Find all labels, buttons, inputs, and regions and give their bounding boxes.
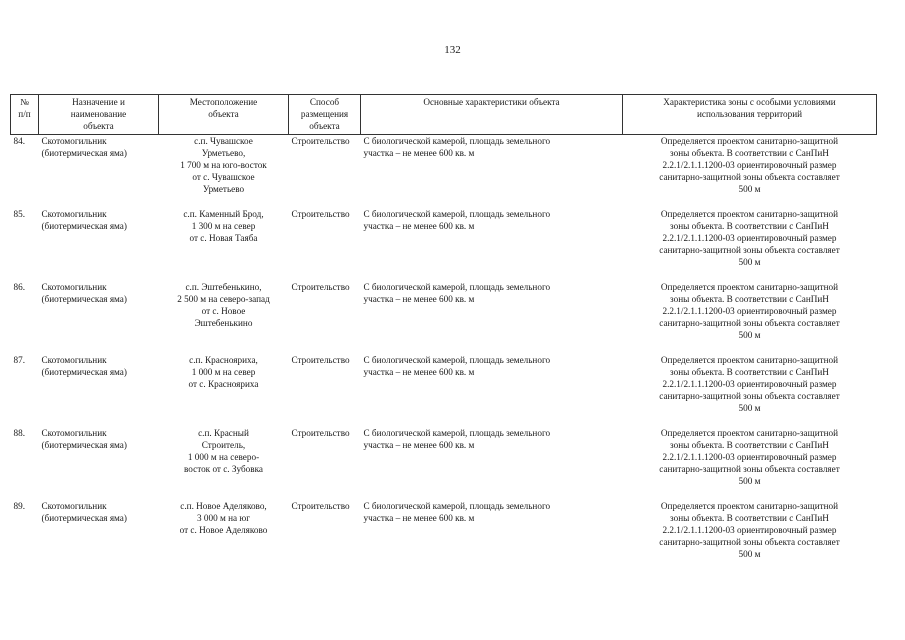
cell-num: 88. bbox=[13, 427, 25, 438]
cell-name: Скотомогильник (биотермическая яма) bbox=[41, 500, 127, 523]
table-row bbox=[11, 135, 877, 208]
table-row bbox=[11, 427, 877, 500]
cell-characteristics: С биологической камерой, площадь земельного участка – не менее 600 кв. м bbox=[363, 427, 551, 450]
cell-num: 86. bbox=[13, 281, 25, 292]
cell-zone: Определяется проектом санитарно-защитной зоны объекта. В соответствии с СанПиН 2.2.1/2.1.1.1200-03 ориентировочный размер санитарно-защитной зоны объекта составляет 500 м bbox=[659, 427, 840, 486]
cell-zone: Определяется проектом санитарно-защитной зоны объекта. В соответствии с СанПиН 2.2.1/2.1.1.1200-03 ориентировочный размер санитарно-защитной зоны объекта составляет 500 м bbox=[659, 281, 840, 340]
table-row bbox=[11, 500, 877, 578]
cell-zone: Определяется проектом санитарно-защитной зоны объекта. В соответствии с СанПиН 2.2.1/2.1.1.1200-03 ориентировочный размер санитарно-защитной зоны объекта составляет 500 м bbox=[659, 208, 840, 267]
cell-characteristics: С биологической камерой, площадь земельного участка – не менее 600 кв. м bbox=[363, 354, 551, 377]
header-location: Местоположение объекта bbox=[159, 95, 289, 135]
table-row bbox=[11, 354, 877, 427]
header-characteristics: Основные характеристики объекта bbox=[361, 95, 623, 135]
cell-num: 84. bbox=[13, 136, 25, 146]
cell-method: Строительство bbox=[291, 354, 350, 365]
cell-method: Строительство bbox=[291, 427, 350, 438]
cell-num: 85. bbox=[13, 208, 25, 219]
cell-name: Скотомогильник (биотермическая яма) bbox=[41, 136, 127, 158]
cell-num: 87. bbox=[13, 354, 25, 365]
cell-name: Скотомогильник (биотермическая яма) bbox=[41, 281, 127, 304]
cell-method: Строительство bbox=[291, 136, 350, 146]
cell-name: Скотомогильник (биотермическая яма) bbox=[41, 354, 127, 377]
table-row bbox=[11, 281, 877, 354]
table-row bbox=[11, 208, 877, 281]
header-num: № п/п bbox=[11, 95, 39, 135]
cell-method: Строительство bbox=[291, 281, 350, 292]
header-zone: Характеристика зоны с особыми условиями использования территорий bbox=[623, 95, 877, 135]
objects-table bbox=[10, 94, 877, 578]
cell-location: с.п. Каменный Брод, 1 300 м на север от с. Новая Таяба bbox=[183, 208, 264, 243]
header-name: Назначение и наименование объекта bbox=[39, 95, 159, 135]
cell-characteristics: С биологической камерой, площадь земельного участка – не менее 600 кв. м bbox=[363, 500, 551, 523]
cell-zone: Определяется проектом санитарно-защитной зоны объекта. В соответствии с СанПиН 2.2.1/2.1.1.1200-03 ориентировочный размер санитарно-защитной зоны объекта составляет 500 м bbox=[659, 354, 840, 413]
cell-method: Строительство bbox=[291, 208, 350, 219]
cell-location: с.п. Эштебенькино, 2 500 м на северо-запад от с. Новое Эштебенькино bbox=[177, 281, 270, 328]
cell-characteristics: С биологической камерой, площадь земельного участка – не менее 600 кв. м bbox=[363, 281, 551, 304]
cell-characteristics: С биологической камерой, площадь земельного участка – не менее 600 кв. м bbox=[363, 136, 551, 158]
cell-name: Скотомогильник (биотермическая яма) bbox=[41, 427, 127, 450]
cell-location: с.п. Краснояриха, 1 000 м на север от с. Краснояриха bbox=[188, 354, 259, 389]
cell-zone: Определяется проектом санитарно-защитной зоны объекта. В соответствии с СанПиН 2.2.1/2.1.1.1200-03 ориентировочный размер санитарно-защитной зоны объекта составляет 500 м bbox=[659, 500, 840, 559]
cell-num: 89. bbox=[13, 500, 25, 511]
cell-zone: Определяется проектом санитарно-защитной зоны объекта. В соответствии с СанПиН 2.2.1/2.1.1.1200-03 ориентировочный размер санитарно-защитной зоны объекта составляет 500 м bbox=[659, 136, 840, 194]
cell-name: Скотомогильник (биотермическая яма) bbox=[41, 208, 127, 231]
cell-location: с.п. Чувашское Урметьево, 1 700 м на юго-восток от с. Чувашское Урметьево bbox=[180, 136, 267, 194]
table-header-row bbox=[11, 95, 877, 135]
header-method: Способ размещения объекта bbox=[289, 95, 361, 135]
page-number: 132 bbox=[444, 44, 461, 56]
cell-method: Строительство bbox=[291, 500, 350, 511]
cell-location: с.п. Красный Строитель, 1 000 м на северо- восток от с. Зубовка bbox=[184, 427, 263, 474]
cell-characteristics: С биологической камерой, площадь земельного участка – не менее 600 кв. м bbox=[363, 208, 551, 231]
cell-location: с.п. Новое Аделяково, 3 000 м на юг от с. Новое Аделяково bbox=[179, 500, 268, 535]
